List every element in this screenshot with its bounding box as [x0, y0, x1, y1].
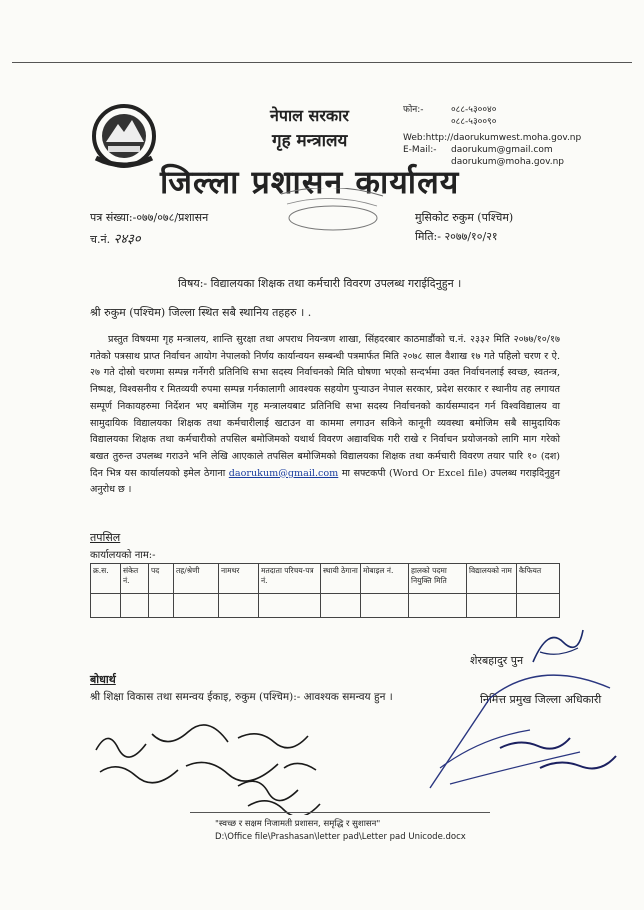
col-mobile: मोबाइल नं. — [361, 564, 409, 594]
chalani-label: च.नं. — [90, 233, 111, 246]
body-email-link[interactable]: daorukum@gmail.com — [228, 467, 339, 479]
col-school: विद्यालयको नाम — [467, 564, 517, 594]
salutation: श्री रुकुम (पश्चिम) जिल्ला स्थित सबै स्थानिय तहहरु । . — [90, 306, 312, 319]
bodharth-heading: बोधार्थ — [90, 673, 116, 686]
table-row — [91, 594, 560, 618]
col-post: पद — [149, 564, 174, 594]
chalani-number: २४३० — [113, 232, 141, 247]
col-address: स्थायी ठेगाना — [321, 564, 361, 594]
phone-label: फोन:- — [403, 105, 424, 115]
col-sn: क्र.स. — [91, 564, 121, 594]
letter-date: मिति:- २०७७/१०/२१ — [415, 230, 498, 243]
signer-title: निमित्त प्रमुख जिल्ला अधिकारी — [480, 693, 602, 706]
email-2[interactable]: daorukum@moha.gov.np — [451, 157, 565, 167]
patra-sankhya: पत्र संख्या:-०७७/०७८/प्रशासन — [90, 211, 209, 224]
nepal-emblem-icon — [88, 100, 160, 172]
contact-block — [403, 104, 581, 168]
government-name: नेपाल सरकार — [270, 106, 349, 125]
body-tail: मा सफ्टकपी (Word Or Excel file) उपलब्ध गराइदिनुहुन अनुरोध छ । — [90, 467, 560, 496]
col-level: तह/श्रेणी — [174, 564, 219, 594]
letter-body — [90, 332, 560, 499]
footer-motto: "स्वच्छ र सक्षम निजामती प्रशासन, समृद्धि र सुशासन" — [215, 819, 381, 829]
tapsil-heading: तपसिल — [90, 531, 121, 544]
phone-2: ०८८-५३००९० — [451, 117, 497, 127]
office-name-label: कार्यालयको नाम:- — [90, 550, 156, 561]
col-appointment-date: हालको पदमा नियुक्ति मिति — [409, 564, 467, 594]
bodharth-line: श्री शिक्षा विकास तथा समन्वय ईकाइ, रुकुम (पश्चिम):- आवश्यक समन्वय हुन । — [90, 691, 393, 703]
footer-rule — [190, 812, 490, 813]
col-voter-id: मतदाता परिचय-पत्र नं. — [259, 564, 321, 594]
dispatch-stamp-icon — [420, 668, 620, 798]
footer-file-path: D:\Office file\Prashasan\letter pad\Letter pad Unicode.docx — [215, 832, 466, 842]
chalani-line — [90, 229, 141, 247]
office-name: जिल्ला प्रशासन कार्यालय — [160, 163, 460, 201]
signer-name: शेरबहादुर पुन — [470, 654, 524, 667]
col-remarks: कैफियत — [517, 564, 560, 594]
phone-1: ०८८-५३००४० — [451, 105, 497, 115]
ministry-name: गृह मन्त्रालय — [272, 131, 348, 151]
email-label: E-Mail:- — [403, 145, 437, 155]
signature-icon — [528, 622, 588, 670]
col-code: संकेत नं. — [121, 564, 149, 594]
staff-detail-table — [90, 563, 560, 618]
letter-subject: विषय:- विद्यालयका शिक्षक तथा कर्मचारी विवरण उपलब्ध गराईदिनुहुन । — [178, 277, 462, 290]
top-rule — [12, 62, 632, 63]
office-stamp-icon — [275, 188, 390, 234]
handwritten-note-icon — [88, 720, 348, 815]
table-header-row — [91, 564, 560, 594]
body-text: प्रस्तुत विषयमा गृह मन्त्रालय, शान्ति सुरक्षा तथा अपराध नियन्त्रण शाखा, सिंहदरबार काठमाडौंको च.नं. २३३२ मिति २०७७/१०/१७ गतेको पत्रसाथ प्राप्त निर्वाचन आयोग नेपालको निर्णय कार्यान्वयन सम्बन्धी पत्रमार्फत मिति २०७८ साल वैशाख १७ गते पहिलो चरण र ऐ. २७ गते दोस्रो चरणमा सम्पन्न गर्नेगरी प्रतिनिधि सभा सदस्य निर्वाचनको मिति घोषणा भएको सन्दर्भमा उक्त निर्वाचनलाई स्वच्छ, स्वतन्त्र, निष्पक्ष, विश्वसनीय र मितव्ययी रुपमा सम्पन्न गर्नकालागी आवश्यक सहयोग पुर्‍याउन नेपाल सरकार, प्रदेश सरकार र स्थानीय तह लगायत सम्पूर्ण निकायहरुमा निर्देशन भए बमोजिम गृह मन्त्रालयबाट प्रतिनिधि सभा सदस्य निर्वाचनको कार्यसम्पादन गर्न विश्वविद्यालय वा सामुदायिक विद्यालयका शिक्षक तथा कर्मचारीलाई खटाउन वा काममा लगाउन सकिने कानूनी व्यवस्था बमोजिम सबै सामुदायिक विद्यालयका शिक्षक तथा कर्मचारीको तपसिल बमोजिमको यथार्थ विवरण अद्यावधिक गरी राखे र निर्वाचन प्रयोजनको लागि माग गरेको बखत तुरुन्त उपलब्ध गराउने भनि लेखि आएकाले तपसिल बमोजिमको विद्यालयका शिक्षक तथा कर्मचारी विवरण तयार पारि १० (दश) दिन भित्र यस कार्यालयको इमेल ठेगाना — [90, 334, 560, 479]
col-name: नामथर — [219, 564, 259, 594]
email-1[interactable]: daorukum@gmail.com — [451, 145, 553, 155]
office-location: मुसिकोट रुकुम (पश्चिम) — [415, 211, 514, 224]
website[interactable]: Web:http://daorukumwest.moha.gov.np — [403, 133, 582, 143]
